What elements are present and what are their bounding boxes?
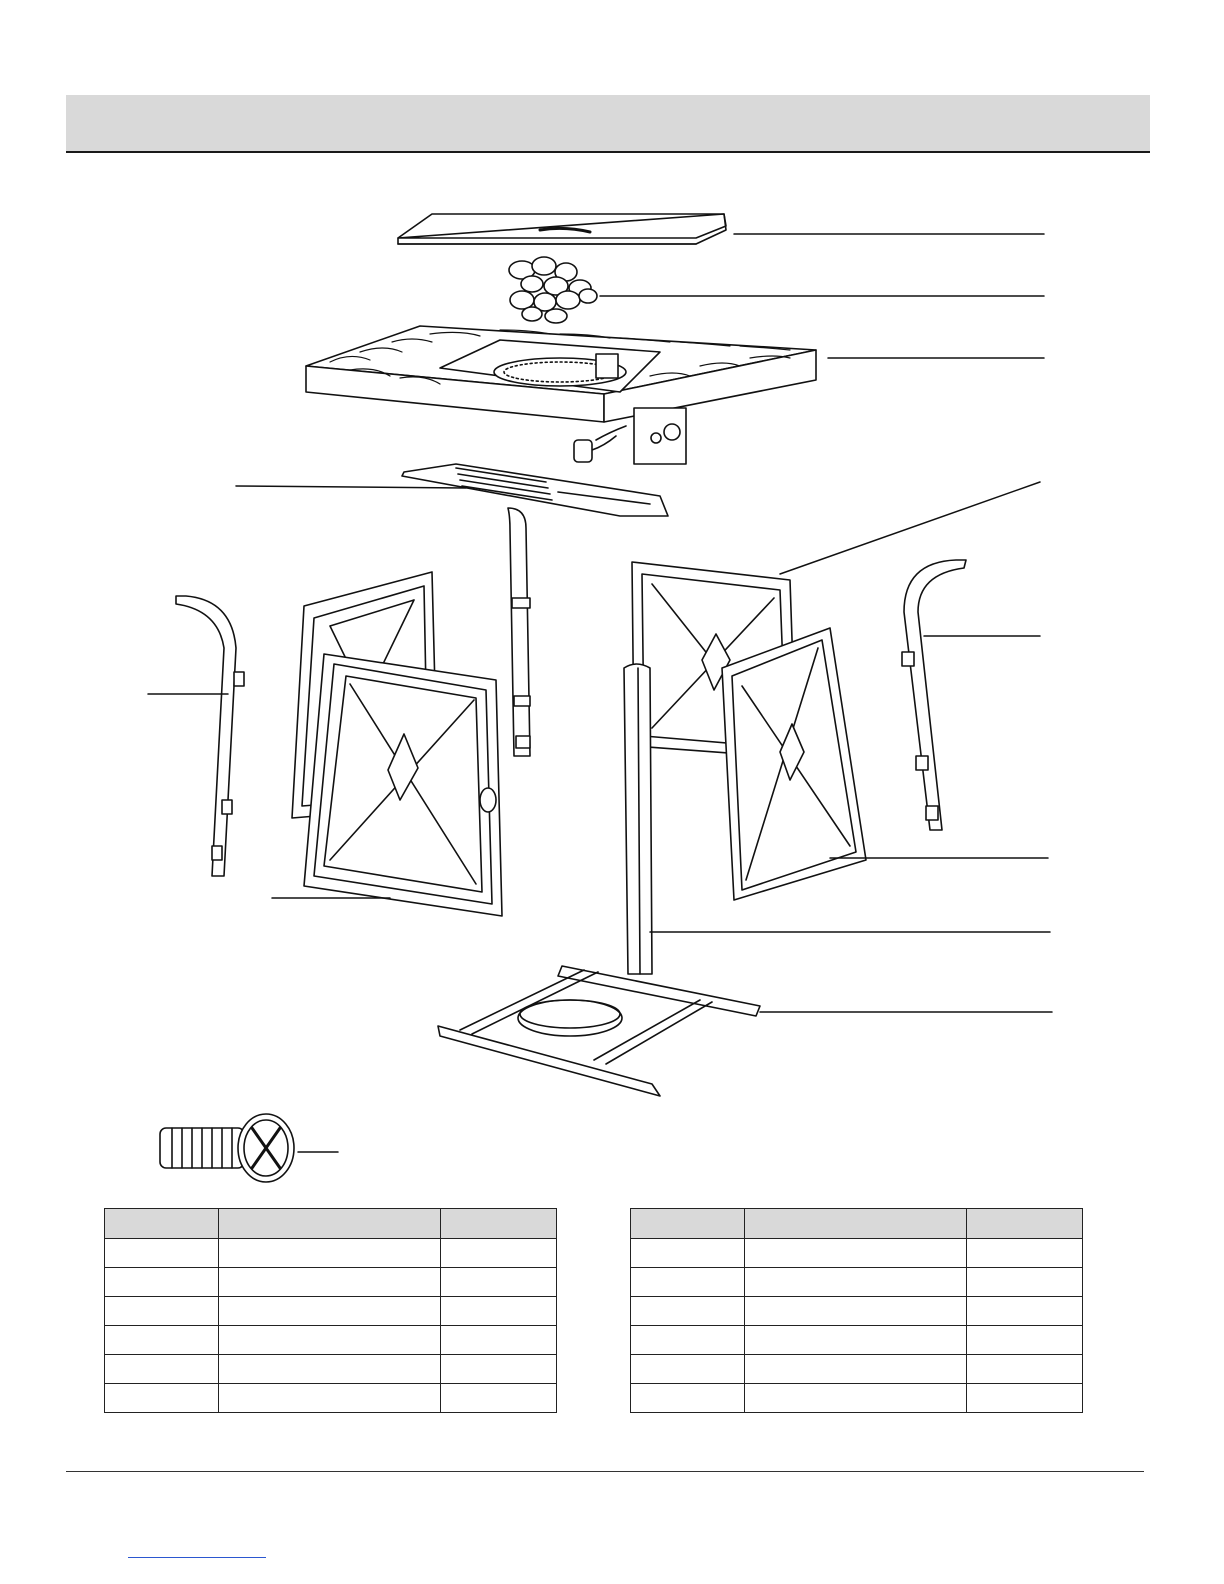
table-cell xyxy=(745,1326,967,1355)
table-cell xyxy=(631,1384,745,1413)
table-cell xyxy=(219,1384,441,1413)
table-row xyxy=(631,1268,1083,1297)
table-cell xyxy=(219,1268,441,1297)
table-cell xyxy=(105,1326,219,1355)
table-cell xyxy=(219,1326,441,1355)
part-left-leg xyxy=(176,596,244,876)
table-row xyxy=(105,1326,557,1355)
table-cell xyxy=(745,1239,967,1268)
table-row xyxy=(631,1355,1083,1384)
table-cell xyxy=(967,1384,1083,1413)
table-cell xyxy=(219,1297,441,1326)
table-cell xyxy=(967,1268,1083,1297)
table-row xyxy=(105,1355,557,1384)
footer-divider xyxy=(66,1471,1144,1472)
part-lid xyxy=(398,214,726,244)
table-cell xyxy=(631,1355,745,1384)
part-front-leg xyxy=(624,664,652,974)
table-cell xyxy=(631,1268,745,1297)
parts-table-right xyxy=(630,1208,1083,1413)
table-header-row xyxy=(631,1209,1083,1239)
table-cell xyxy=(967,1355,1083,1384)
table-cell xyxy=(745,1268,967,1297)
table-row xyxy=(631,1239,1083,1268)
table-cell xyxy=(219,1355,441,1384)
part-screw xyxy=(160,1114,294,1182)
table-row xyxy=(631,1384,1083,1413)
table-row xyxy=(631,1326,1083,1355)
table-cell xyxy=(441,1297,557,1326)
column-header xyxy=(219,1209,441,1239)
table-cell xyxy=(745,1297,967,1326)
table-row xyxy=(105,1384,557,1413)
parts-table-left xyxy=(104,1208,557,1413)
footer-link-underline[interactable] xyxy=(128,1557,266,1558)
table-cell xyxy=(745,1384,967,1413)
table-row xyxy=(105,1268,557,1297)
column-header xyxy=(745,1209,967,1239)
table-cell xyxy=(441,1384,557,1413)
table-cell xyxy=(631,1297,745,1326)
table-cell xyxy=(105,1268,219,1297)
table-row xyxy=(105,1297,557,1326)
table-cell xyxy=(441,1268,557,1297)
table-cell xyxy=(967,1326,1083,1355)
table-cell xyxy=(105,1239,219,1268)
table-cell xyxy=(219,1239,441,1268)
table-cell xyxy=(441,1355,557,1384)
column-header xyxy=(105,1209,219,1239)
table-header-row xyxy=(105,1209,557,1239)
table-cell xyxy=(105,1384,219,1413)
part-left-front-panel xyxy=(304,654,502,916)
column-header xyxy=(967,1209,1083,1239)
table-cell xyxy=(631,1239,745,1268)
table-cell xyxy=(441,1239,557,1268)
table-cell xyxy=(745,1355,967,1384)
part-table-top xyxy=(306,326,816,464)
part-right-front-panel xyxy=(722,628,866,900)
column-header xyxy=(441,1209,557,1239)
part-right-leg xyxy=(902,560,966,830)
part-lava-rocks xyxy=(509,257,597,323)
column-header xyxy=(631,1209,745,1239)
table-cell xyxy=(967,1239,1083,1268)
part-heat-shield xyxy=(402,464,668,516)
table-cell xyxy=(967,1297,1083,1326)
table-cell xyxy=(105,1355,219,1384)
table-cell xyxy=(631,1326,745,1355)
table-cell xyxy=(441,1326,557,1355)
part-base-frame xyxy=(438,966,760,1096)
table-row xyxy=(105,1239,557,1268)
table-cell xyxy=(105,1297,219,1326)
part-center-leg xyxy=(508,508,530,756)
table-row xyxy=(631,1297,1083,1326)
